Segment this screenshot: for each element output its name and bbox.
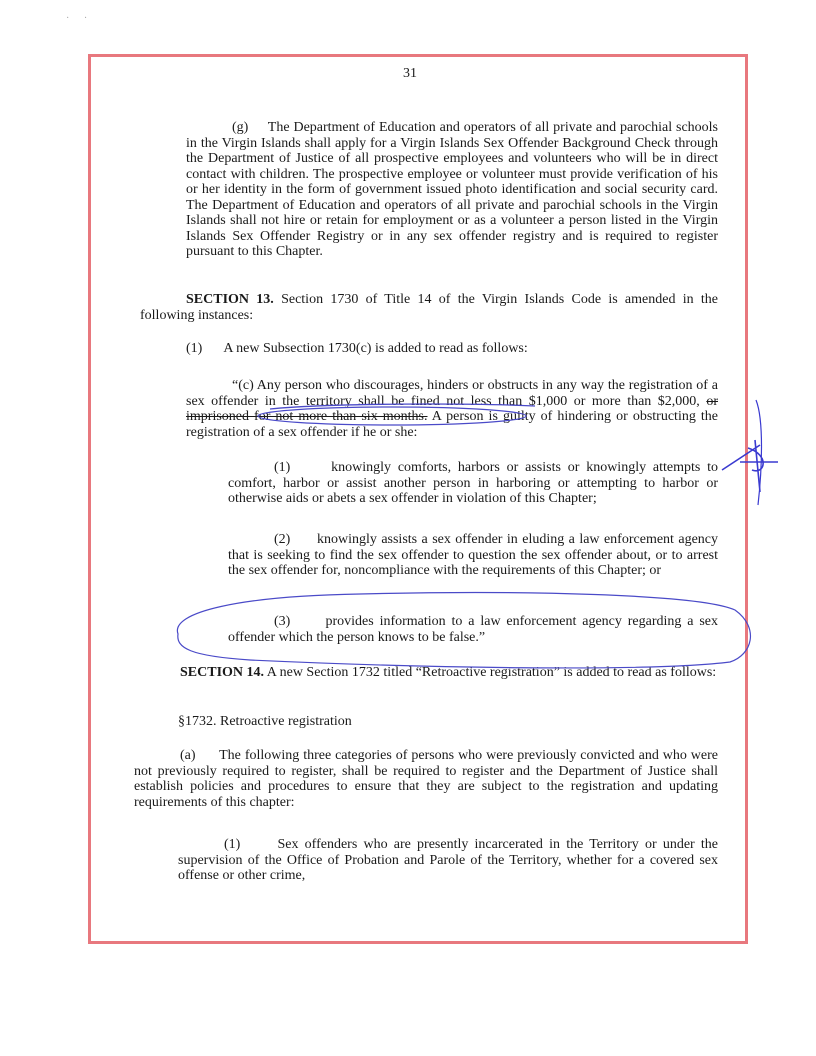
page-number: 31 (403, 66, 417, 81)
item-3-text: provides information to a law enforcement agency regarding a sex offender which the person knows to be false.” (228, 614, 718, 645)
subsection-c (186, 378, 718, 440)
subsection-c-text-2: A person is guilty of hindering or obstructing the registration of a sex offender if he or she: (186, 409, 718, 440)
s1732-a-text: The following three categories of persons who were previously convicted and who were not previously required to register, shall be required to register and the Department of Justice shall establish policies and procedures to ensure that they are subject to the registration and updating requirements of this chapter: (134, 748, 718, 810)
section-1732-a (134, 748, 718, 810)
scan-speck: · · (66, 13, 94, 24)
subsection-c-struck-text: or imprisoned for not more than six months. (186, 393, 718, 424)
item-2 (228, 532, 718, 579)
s1732-a-label: (a) (180, 748, 196, 763)
item-2-text: knowingly assists a sex offender in eluding a law enforcement agency that is seeking to find the sex offender to question the sex offender about, or to arrest the sex offender for, noncompliance with the requirements of this Chapter; or (228, 532, 719, 578)
section-14-heading: SECTION 14. (180, 665, 265, 680)
ink-margin-line (756, 400, 762, 505)
section-13-text: Section 1730 of Title 14 of the Virgin Islands Code is amended in the following instances: (140, 292, 718, 323)
section-14 (134, 665, 718, 681)
s1732-a1-label: (1) (224, 837, 241, 852)
item-3-label: (3) (274, 614, 291, 629)
subsection-c-text-1: “(c) Any person who discourages, hinders or obstructs in any way the registration of a sex offender in the territory shall be fined not less than $1,000 or more than $2,000, (186, 378, 718, 409)
section-14-text: A new Section 1732 titled “Retroactive registration” is added to read as follows: (266, 665, 717, 680)
section-13-heading: SECTION 13. (186, 292, 274, 307)
s13-1-label: (1) (186, 341, 203, 356)
item-1-text: knowingly comforts, harbors or assists or knowingly attempts to comfort, harbor or assist another person in harboring or attempting to harbor or otherwise aids or abets a sex offender in violation of this Chapter; (228, 460, 719, 506)
paragraph-g (186, 120, 718, 260)
section-1732-title: §1732. Retroactive registration (178, 714, 352, 729)
s1732-a1-text: Sex offenders who are presently incarcerated in the Territory or under the supervision of the Office of Probation and Parole of the Territory, whether for a covered sex offense or other crime, (178, 837, 719, 883)
s13-1-text: A new Subsection 1730(c) is added to read as follows: (223, 341, 528, 356)
para-g-label: (g) (232, 120, 249, 135)
item-1 (228, 460, 718, 507)
section-13-item-1 (186, 341, 718, 357)
section-13 (140, 292, 718, 323)
item-2-label: (2) (274, 532, 291, 547)
item-3 (228, 614, 718, 645)
para-g-text: The Department of Education and operators of all private and parochial schools in the Virgin Islands shall apply for a Virgin Islands Sex Offender Background Check through the Department of Justice of all prospective employees and volunteers who will be in direct contact with children. The prospective employee or volunteer must provide verification of his or her identity in the form of government issued photo identification and social security card. The Department of Education and operators of all private and parochial schools in the Virgin Islands shall not hire or retain for employment or as a volunteer a person listed in the Virgin Islands Sex Offender Registry or in any sex offender registry and is required to register pursuant to this Chapter. (186, 120, 718, 259)
item-1-label: (1) (274, 460, 291, 475)
section-1732-a-1 (178, 837, 718, 884)
